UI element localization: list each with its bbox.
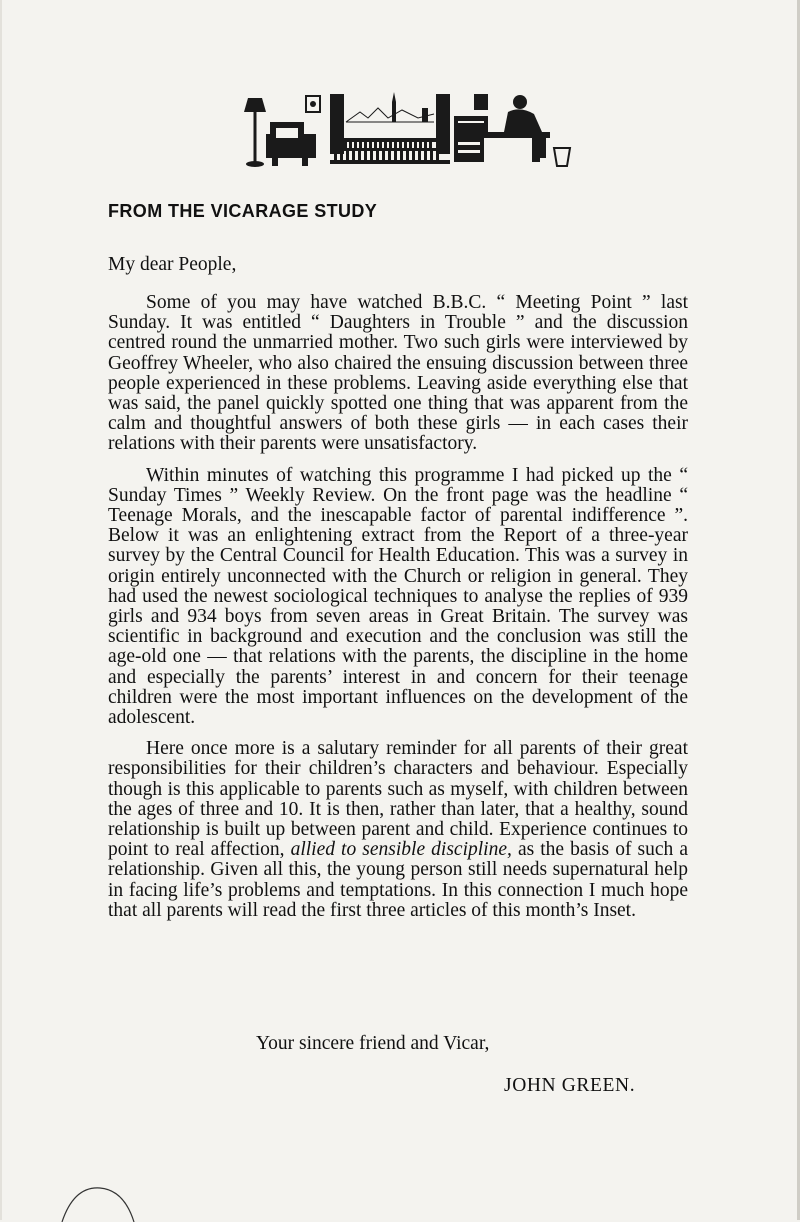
paragraph-3-emphasis: allied to sensible discipline, [290,839,512,861]
paragraph-3-part-2: as the basis of such a relationship. Given all this, the young person still needs supernatural help in facing life’s problems and temptations. In this connection I much hope that all parents will read the first three articles of this month’s Inset. [108,839,688,921]
paragraph-3 [108,739,688,921]
page-corner-arc-icon [60,1182,140,1222]
closing-line: Your sincere friend and Vicar, [256,1033,490,1054]
page-heading: FROM THE VICARAGE STUDY [108,201,378,221]
paragraph-3-part-1: Here once more is a salutary reminder for all parents of their great responsibilities for their children’s characters and behaviour. Especially though is this applicable to parents such as myself, with children between the ages of three and 10. It is then, rather than later, that a healthy, sound relationship is built up between parent and child. Experience continues to point to real affection, [108,738,688,861]
wall-plaque-icon [474,94,488,110]
page-edge-left [0,0,2,1220]
lamp-shade-icon [244,98,266,112]
window-view-icon [346,92,434,122]
letter-body [108,293,688,932]
paragraph-2: Within minutes of watching this programme I had picked up the “ Sunday Times ” Weekly Review. On the front page was the headline “ Teenage Morals, and the inescapable factor of parental indifference ”. Below it was an enlightening extract from the Report of a three-year survey by the Central Council for Health Education. This was a survey in origin entirely unconnected with the Church or religion in general. They had used the newest sociological techniques to analyse the replies of 939 girls and 934 boys from seven areas in Great Britain. The survey was scientific in background and execution and the conclusion was still the age-old one — that relations with the parents, the discipline in the home and especially the parents’ interest in and concern for their teenage children were the most important influences on the development of the adolescent. [108,464,688,729]
waste-basket-icon [554,148,570,166]
curtain-right-icon [436,94,450,154]
seated-vicar-icon [504,95,546,158]
salutation: My dear People, [108,254,237,275]
vicarage-study-illustration-icon [242,88,574,172]
signature: JOHN GREEN. [504,1075,636,1096]
paragraph-1: Some of you may have watched B.B.C. “ Meeting Point ” last Sunday. It was entitled “ Daughters in Trouble ” and the discussion centred round the unmarried mother. Two such girls were interviewed by Geoffrey Wheeler, who also chaired the ensuing discussion between three people experienced in these problems. Leaving aside everything else that was said, the panel quickly spotted one thing that was apparent from the calm and thoughtful answers of both these girls — in each cases their relations with their parents were unsatisfactory. [108,292,688,455]
bookshelf-icon [330,138,450,164]
